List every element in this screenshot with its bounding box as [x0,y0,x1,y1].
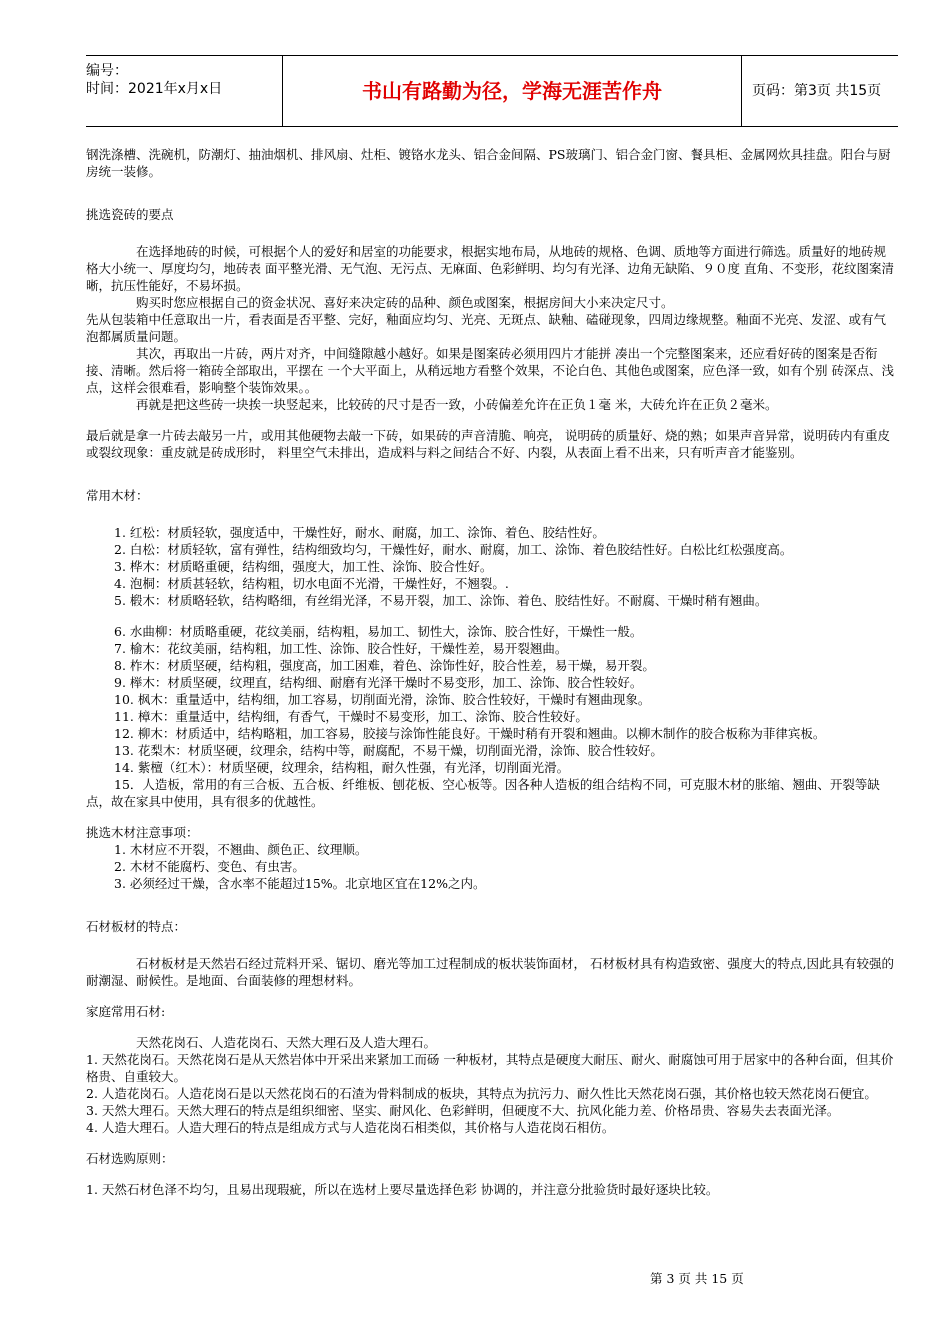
stone-paragraph-1: 石材板材是天然岩石经过荒料开采、锯切、磨光等加工过程制成的板状装饰面材， 石材板材具有构造致密、强度大的特点,因此具有较强的耐潮湿、耐候性。是地面、台面装修的理想材料。 [86,956,894,988]
wood-item: 10. 枫木：重量适中，结构细，加工容易，切削面光滑，涂饰、胶合性较好，干燥时有翘曲现象。 [114,692,651,707]
document-body [86,146,894,1198]
wood-item: 4. 泡桐：材质甚轻软，结构粗，切水电面不光滑，干燥性好，不翘裂。. [114,576,509,591]
wood-heading: 常用木材： [86,488,149,503]
header-page-info: 页码：第3页 共15页 [752,83,882,99]
wood-note: 3. 必须经过干燥，含水率不能超过15%。北京地区宜在12%之内。 [114,876,486,891]
wood-item: 9. 榉木：材质坚硬，纹理直，结构细、耐磨有光泽干燥时不易变形，加工、涂饰、胶合性较好。 [114,675,643,690]
page-footer: 第 3 页 共 15 页 [650,1271,744,1286]
header-motto: 书山有路勤为径，学海无涯苦作舟 [282,56,742,126]
wood-item: 15．人造板，常用的有三合板、五合板、纤维板、刨花板、空心板等。因各种人造板的组合结构不同，可克服木材的胀缩、翘曲、开裂等缺点，故在家具中使用，具有很多的优越性。 [86,777,880,809]
tiles-paragraph-3: 先从包装箱中任意取出一片，看表面是否平整、完好，釉面应均匀、光亮、无斑点、缺釉、磕碰现象，四周边缘规整。釉面不光亮、发涩、或有气泡都属质量问题。 [86,312,887,344]
wood-item: 6. 水曲柳：材质略重硬，花纹美丽，结构粗，易加工、韧性大，涂饰、胶合性好，干燥性一般。 [114,624,643,639]
tiles-heading: 挑选瓷砖的要点 [86,207,174,222]
intro-paragraph: 钢洗涤槽、洗碗机，防潮灯、抽油烟机、排风扇、灶柜、镀铬水龙头、铝合金间隔、PS玻璃门、铝合金门窗、餐具柜、金属网炊具挂盘。阳台与厨房统一装修。 [86,147,891,179]
wood-note: 2. 木材不能腐朽、变色、有虫害。 [114,859,305,874]
wood-item: 14. 紫檀（红木）：材质坚硬，纹理余，结构粗，耐久性强，有光泽，切削面光滑。 [114,760,570,775]
time-label: 时间：2021年x月x日 [86,81,223,97]
page-header [86,55,898,127]
wood-item: 5. 椴木：材质略轻软，结构略细，有丝绢光泽，不易开裂，加工、涂饰、着色、胶结性好。不耐腐、干燥时稍有翘曲。 [114,593,768,608]
stone-item: 1. 天然花岗石。天然花岗石是从天然岩体中开采出来紧加工而砀 一种板材，其特点是硬度大耐压、耐火、耐腐蚀可用于居家中的各种台面，但其价格贵、自重较大。 [86,1052,894,1084]
tiles-paragraph-5: 再就是把这些砖一块挨一块竖起来，比较砖的尺寸是否一致，小砖偏差允许在正负１毫 米，大砖允许在正负２毫米。 [136,397,778,412]
stone-principle-title: 石材选购原则： [86,1151,174,1166]
wood-item: 11. 樟木：重量适中，结构细，有香气，干燥时不易变形，加工、涂饰、胶合性较好。 [114,709,588,724]
header-left [86,56,282,132]
tiles-paragraph-1: 在选择地砖的时候，可根据个人的爱好和居室的功能要求，根据实地布局，从地砖的规格、色调、质地等方面进行筛选。质量好的地砖规格大小统一、厚度均匀，地砖表 面平整光滑、无气泡、无污点、无麻面、色彩鲜明、均匀有光泽、边角无缺陷、９０度 直角、不变形，花纹图案清晰，抗压性能好，不易坏损。 [86,244,894,293]
wood-item: 1. 红松：材质轻软，强度适中，干燥性好，耐水、耐腐，加工、涂饰、着色、胶结性好。 [114,525,605,540]
wood-item: 2. 白松：材质轻软，富有弹性，结构细致均匀，干燥性好，耐水、耐腐，加工、涂饰、着色胶结性好。白松比红松强度高。 [114,542,793,557]
wood-item: 13. 花梨木：材质坚硬，纹理余，结构中等，耐腐配，不易干燥，切削面光滑，涂饰、胶合性较好。 [114,743,663,758]
wood-item: 8. 柞木：材质坚硬，结构粗，强度高，加工困难，着色、涂饰性好，胶合性差，易干燥，易开裂。 [114,658,655,673]
stone-types: 天然花岗石、人造花岗石、天然大理石及人造大理石。 [136,1035,437,1050]
tiles-paragraph-6: 最后就是拿一片砖去敲另一片，或用其他硬物去敲一下砖，如果砖的声音清脆、响亮， 说明砖的质量好、烧的熟；如果声音异常，说明砖内有重皮或裂纹现象：重皮就是砖成形时， 料里空气未排出，造成料与料之间结合不好、内裂，从表面上看不出来，只有听声音才能鉴别。 [86,428,890,460]
stone-item: 3. 天然大理石。天然大理石的特点是组织细密、坚实、耐风化、色彩鲜明，但硬度不大、抗风化能力差、价格昂贵、容易失去表面光泽。 [86,1103,840,1118]
wood-note: 1. 木材应不开裂，不翘曲、颜色正、纹理顺。 [114,842,368,857]
wood-item: 12. 柳木：材质适中，结构略粗，加工容易，胶接与涂饰性能良好。干燥时稍有开裂和翘曲。以柳木制作的胶合板称为菲律宾板。 [114,726,826,741]
wood-item: 7. 榆木：花纹美丽，结构粗，加工性、涂饰、胶合性好，干燥性差，易开裂翘曲。 [114,641,568,656]
wood-notes-title: 挑选木材注意事项： [86,825,199,840]
stone-item: 2. 人造花岗石。人造花岗石是以天然花岗石的石渣为骨料制成的板块，其特点为抗污力、耐久性比天然花岗石强，其价格也较天然花岗石便宜。 [86,1086,877,1101]
tiles-paragraph-2: 购买时您应根据自己的资金状况、喜好来决定砖的品种、颜色或图案，根据房间大小来决定尺寸。 [136,295,674,310]
stone-home-title: 家庭常用石材: [86,1004,166,1019]
number-label: 编号： [86,63,128,79]
tiles-paragraph-4: 其次，再取出一片砖，两片对齐，中间缝隙越小越好。如果是图案砖必须用四片才能拼 凑出一个完整图案来，还应看好砖的图案是否衔接、清晰。然后将一箱砖全部取出，平摆在 一个大平面上，从稍远地方看整个效果，不论白色、其他色或图案，应色泽一致，如有个别 砖深点、浅点，这样会很难看，影响整个装饰效果。。 [86,346,894,395]
stone-principle-1: 1. 天然石材色泽不均匀，且易出现瑕疵，所以在选材上要尽量选择色彩 协调的，并注意分批验货时最好逐块比较。 [86,1182,719,1197]
stone-item: 4. 人造大理石。人造大理石的特点是组成方式与人造花岗石相类似，其价格与人造花岗石相仿。 [86,1120,615,1135]
wood-item: 3. 桦木：材质略重硬，结构细，强度大，加工性、涂饰、胶合性好。 [114,559,493,574]
stone-heading: 石材板材的特点： [86,919,187,934]
